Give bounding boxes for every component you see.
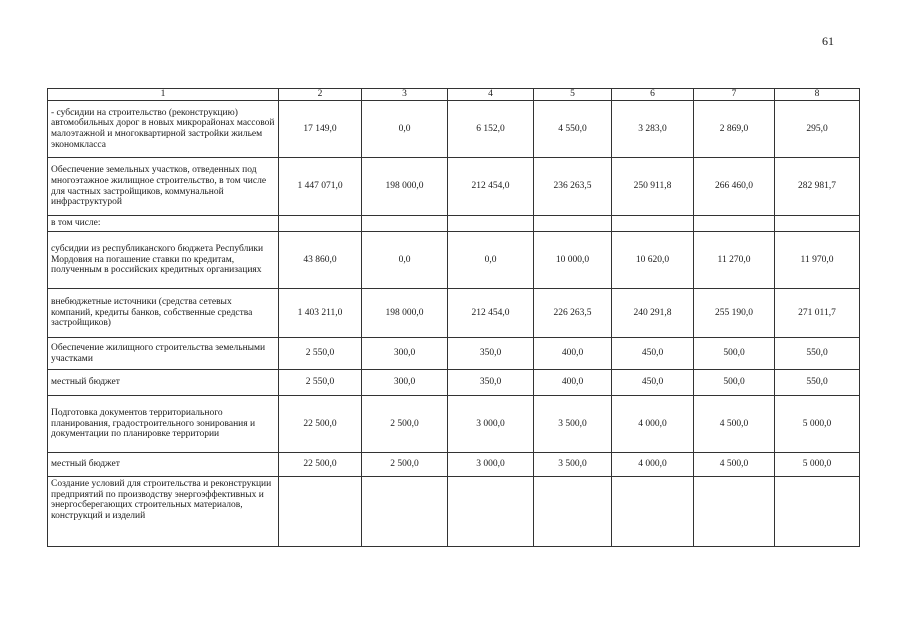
value-cell: 2 550,0: [279, 370, 362, 396]
table-row: [48, 216, 860, 232]
header-cell: 3: [362, 89, 448, 101]
value-cell: 271 011,7: [775, 289, 860, 338]
budget-table: [47, 88, 860, 547]
value-cell: 450,0: [612, 338, 694, 370]
header-cell: 4: [448, 89, 534, 101]
row-label: внебюджетные источники (средства сетевых компаний, кредиты банков, собственные средства застройщиков): [48, 289, 279, 338]
value-cell: 350,0: [448, 338, 534, 370]
value-cell: 198 000,0: [362, 158, 448, 216]
value-cell: 266 460,0: [694, 158, 775, 216]
value-cell: 450,0: [612, 370, 694, 396]
value-cell: 255 190,0: [694, 289, 775, 338]
value-cell: 4 550,0: [534, 101, 612, 158]
value-cell: 4 000,0: [612, 396, 694, 453]
value-cell: 43 860,0: [279, 232, 362, 289]
table-row: [48, 396, 860, 453]
header-cell: 7: [694, 89, 775, 101]
value-cell: 6 152,0: [448, 101, 534, 158]
value-cell: [279, 216, 362, 232]
value-cell: 11 270,0: [694, 232, 775, 289]
header-cell: 2: [279, 89, 362, 101]
value-cell: [775, 216, 860, 232]
value-cell: 17 149,0: [279, 101, 362, 158]
value-cell: 240 291,8: [612, 289, 694, 338]
value-cell: [694, 216, 775, 232]
value-cell: 2 550,0: [279, 338, 362, 370]
value-cell: 22 500,0: [279, 396, 362, 453]
value-cell: 10 620,0: [612, 232, 694, 289]
header-cell: 5: [534, 89, 612, 101]
value-cell: 550,0: [775, 370, 860, 396]
value-cell: [612, 477, 694, 547]
value-cell: [694, 477, 775, 547]
row-label: в том числе:: [48, 216, 279, 232]
header-row: [48, 89, 860, 101]
value-cell: [534, 477, 612, 547]
value-cell: 550,0: [775, 338, 860, 370]
value-cell: 295,0: [775, 101, 860, 158]
table-row: [48, 289, 860, 338]
value-cell: [362, 216, 448, 232]
table-row: [48, 370, 860, 396]
header-cell: 8: [775, 89, 860, 101]
page-number: 61: [822, 34, 834, 48]
value-cell: [448, 477, 534, 547]
value-cell: 3 500,0: [534, 396, 612, 453]
value-cell: 400,0: [534, 338, 612, 370]
value-cell: 0,0: [448, 232, 534, 289]
value-cell: 212 454,0: [448, 158, 534, 216]
row-label: Обеспечение жилищного строительства земельными участками: [48, 338, 279, 370]
value-cell: 10 000,0: [534, 232, 612, 289]
value-cell: 300,0: [362, 370, 448, 396]
table-row: [48, 338, 860, 370]
value-cell: 250 911,8: [612, 158, 694, 216]
header-cell: 6: [612, 89, 694, 101]
row-label: местный бюджет: [48, 453, 279, 477]
value-cell: 1 403 211,0: [279, 289, 362, 338]
value-cell: [279, 477, 362, 547]
row-label: местный бюджет: [48, 370, 279, 396]
value-cell: 5 000,0: [775, 396, 860, 453]
value-cell: 500,0: [694, 338, 775, 370]
row-label: Создание условий для строительства и реконструкции предприятий по производству энергоэффективных и энергосберегающих строительных материалов, конструкций и изделий: [48, 477, 279, 547]
value-cell: 4 500,0: [694, 453, 775, 477]
value-cell: 400,0: [534, 370, 612, 396]
row-label: Подготовка документов территориального планирования, градостроительного зонирования и документации по планировке территории: [48, 396, 279, 453]
value-cell: 3 000,0: [448, 453, 534, 477]
value-cell: 0,0: [362, 101, 448, 158]
value-cell: [775, 477, 860, 547]
value-cell: [612, 216, 694, 232]
value-cell: 2 869,0: [694, 101, 775, 158]
value-cell: 3 283,0: [612, 101, 694, 158]
value-cell: 4 000,0: [612, 453, 694, 477]
header-cell: 1: [48, 89, 279, 101]
table-row: [48, 158, 860, 216]
table-row: [48, 477, 860, 547]
value-cell: 1 447 071,0: [279, 158, 362, 216]
value-cell: 11 970,0: [775, 232, 860, 289]
value-cell: 282 981,7: [775, 158, 860, 216]
value-cell: 300,0: [362, 338, 448, 370]
value-cell: 5 000,0: [775, 453, 860, 477]
value-cell: 2 500,0: [362, 453, 448, 477]
value-cell: 22 500,0: [279, 453, 362, 477]
value-cell: 3 000,0: [448, 396, 534, 453]
table-row: [48, 232, 860, 289]
value-cell: 3 500,0: [534, 453, 612, 477]
value-cell: 236 263,5: [534, 158, 612, 216]
row-label: субсидии из республиканского бюджета Республики Мордовия на погашение ставки по кредитам, полученным в российских кредитных организациях: [48, 232, 279, 289]
value-cell: 4 500,0: [694, 396, 775, 453]
row-label: Обеспечение земельных участков, отведенных под многоэтажное жилищное строительство, в том числе для частных застройщиков, коммунальной инфраструктурой: [48, 158, 279, 216]
value-cell: 350,0: [448, 370, 534, 396]
value-cell: 198 000,0: [362, 289, 448, 338]
table-row: [48, 101, 860, 158]
value-cell: 212 454,0: [448, 289, 534, 338]
value-cell: 226 263,5: [534, 289, 612, 338]
value-cell: 500,0: [694, 370, 775, 396]
value-cell: 2 500,0: [362, 396, 448, 453]
table-row: [48, 453, 860, 477]
value-cell: [534, 216, 612, 232]
value-cell: [362, 477, 448, 547]
value-cell: [448, 216, 534, 232]
value-cell: 0,0: [362, 232, 448, 289]
row-label: - субсидии на строительство (реконструкцию) автомобильных дорог в новых микрорайонах массовой малоэтажной и многоквартирной застройки жильем экономкласса: [48, 101, 279, 158]
